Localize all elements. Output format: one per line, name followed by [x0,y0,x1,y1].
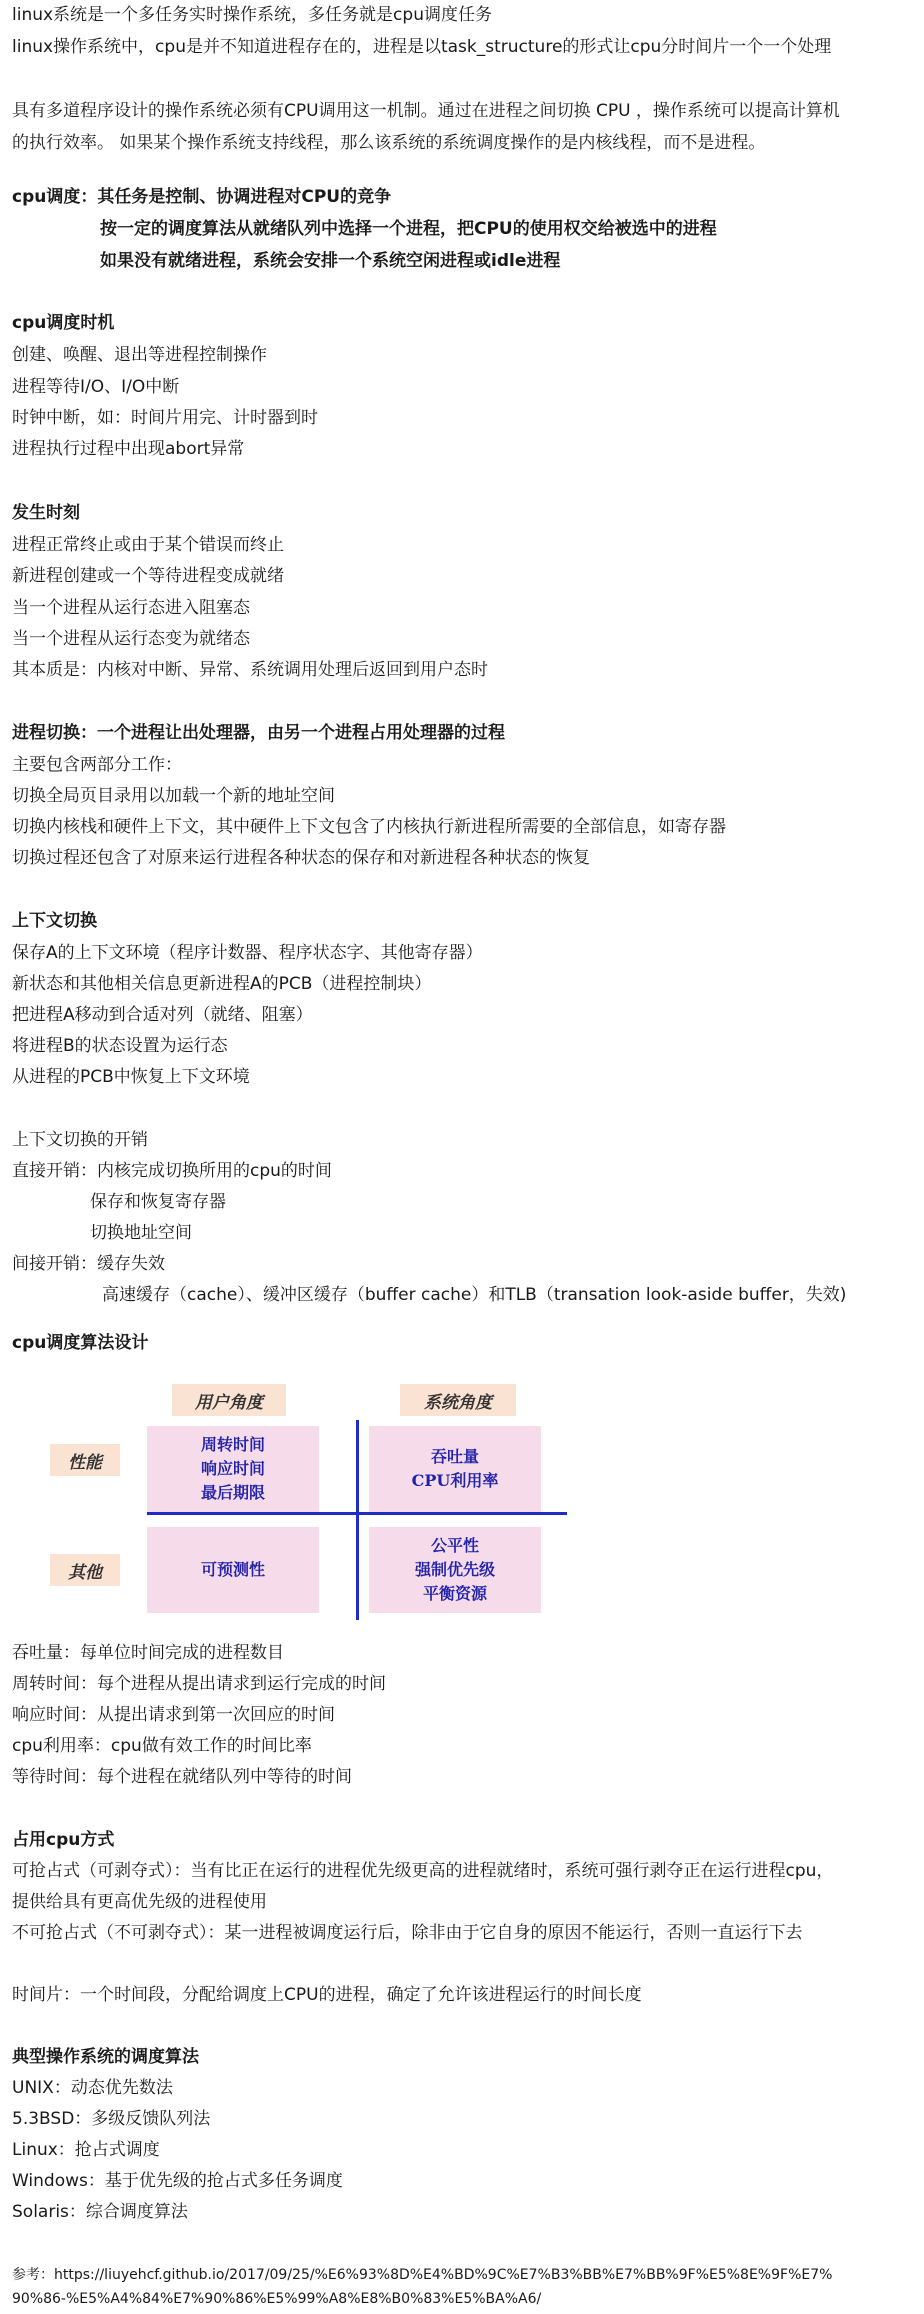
section-heading: cpu调度算法设计 [12,1333,149,1353]
section-heading: 进程切换：一个进程让出处理器，由另一个进程占用处理器的过程 [12,723,505,743]
text-line: 保存和恢复寄存器 [90,1192,226,1212]
section-heading: cpu调度：其任务是控制、协调进程对CPU的竞争 [12,187,392,207]
section-heading: 典型操作系统的调度算法 [12,2047,199,2067]
intro-line: linux系统是一个多任务实时操作系统，多任务就是cpu调度任务 [12,5,492,25]
list-item: 主要包含两部分工作： [12,755,182,775]
list-item: 周转时间：每个进程从提出请求到运行完成的时间 [12,1674,386,1694]
list-item: UNIX：动态优先数法 [12,2078,173,2098]
list-item: 5.3BSD：多级反馈队列法 [12,2109,211,2129]
reference-link[interactable]: 参考：https://liuyehcf.github.io/2017/09/25/%E6%93%8D%E4%BD%9C%E7%B3%BB%E7%BB%9F%E5%8E%9F%E7% [12,2267,833,2283]
text-line: 按一定的调度算法从就绪队列中选择一个进程，把CPU的使用权交给被选中的进程 [100,219,717,239]
list-item: 等待时间：每个进程在就绪队列中等待的时间 [12,1767,352,1787]
list-item: 当一个进程从运行态进入阻塞态 [12,598,250,618]
horizontal-divider [147,1512,567,1515]
text-line: 时间片：一个时间段，分配给调度上CPU的进程，确定了允许该进程运行的时间长度 [12,1985,642,2005]
row-label-performance: 性能 [50,1444,120,1476]
cell-other-user [147,1527,319,1613]
criterion: CPU利用率 [411,1471,499,1490]
criterion: 周转时间 [200,1435,265,1454]
list-item: 从进程的PCB中恢复上下文环境 [12,1067,250,1087]
criterion: 可预测性 [200,1560,265,1579]
row-label-other: 其他 [50,1554,120,1586]
column-header-system: 系统角度 [400,1384,516,1416]
list-item: 当一个进程从运行态变为就绪态 [12,629,250,649]
cell-other-system [369,1527,541,1613]
list-item: Windows：基于优先级的抢占式多任务调度 [12,2171,343,2191]
list-item: cpu利用率：cpu做有效工作的时间比率 [12,1736,312,1756]
list-item: 新状态和其他相关信息更新进程A的PCB（进程控制块） [12,974,432,994]
criterion: 强制优先级 [414,1560,495,1579]
cell-performance-user [147,1426,319,1512]
criterion: 吞吐量 [430,1447,479,1466]
vertical-divider [356,1420,359,1620]
text-line: 间接开销：缓存失效 [12,1254,165,1274]
section-heading: 发生时刻 [12,503,80,523]
list-item: Solaris：综合调度算法 [12,2202,188,2222]
scheduling-criteria-diagram [36,1384,576,1624]
list-item: Linux：抢占式调度 [12,2140,160,2160]
text-line: 如果没有就绪进程，系统会安排一个系统空闲进程或idle进程 [100,251,561,271]
list-item: 时钟中断，如：时间片用完、计时器到时 [12,408,318,428]
list-item: 其本质是：内核对中断、异常、系统调用处理后返回到用户态时 [12,660,488,680]
intro-line: 具有多道程序设计的操作系统必须有CPU调用这一机制。通过在进程之间切换 CPU ，操作系统可以提高计算机 [12,101,840,121]
criterion: 最后期限 [200,1483,265,1502]
text-line: 直接开销：内核完成切换所用的cpu的时间 [12,1161,332,1181]
section-heading: 占用cpu方式 [12,1830,115,1850]
list-item: 吞吐量：每单位时间完成的进程数目 [12,1643,284,1663]
reference-link[interactable]: 90%86-%E5%A4%84%E7%90%86%E5%99%A8%E8%B0%83%E5%BA%A6/ [12,2291,542,2307]
criterion: 平衡资源 [422,1584,487,1603]
list-item: 创建、唤醒、退出等进程控制操作 [12,345,267,365]
intro-line: linux操作系统中，cpu是并不知道进程存在的，进程是以task_structure的形式让cpu分时间片一个一个处理 [12,37,832,57]
list-item: 切换内核栈和硬件上下文，其中硬件上下文包含了内核执行新进程所需要的全部信息，如寄存器 [12,817,726,837]
list-item: 保存A的上下文环境（程序计数器、程序状态字、其他寄存器） [12,943,483,963]
list-item: 将进程B的状态设置为运行态 [12,1036,228,1056]
intro-line: 的执行效率。 如果某个操作系统支持线程，那么该系统的系统调度操作的是内核线程，而不是进程。 [12,133,766,153]
list-item: 进程正常终止或由于某个错误而终止 [12,535,284,555]
section-heading: 上下文切换 [12,911,97,931]
text-line: 提供给具有更高优先级的进程使用 [12,1892,267,1912]
cell-performance-system [369,1426,541,1512]
column-header-user: 用户角度 [172,1384,286,1416]
list-item: 把进程A移动到合适对列（就绪、阻塞） [12,1005,313,1025]
criterion: 公平性 [430,1536,479,1555]
list-item: 进程执行过程中出现abort异常 [12,439,245,459]
list-item: 新进程创建或一个等待进程变成就绪 [12,566,284,586]
list-item: 切换过程还包含了对原来运行进程各种状态的保存和对新进程各种状态的恢复 [12,848,590,868]
section-heading: 上下文切换的开销 [12,1130,148,1150]
text-line: 切换地址空间 [90,1223,192,1243]
list-item: 响应时间：从提出请求到第一次回应的时间 [12,1705,335,1725]
text-line: 不可抢占式（不可剥夺式）：某一进程被调度运行后，除非由于它自身的原因不能运行，否则一直运行下去 [12,1923,803,1943]
text-line: 可抢占式（可剥夺式）：当有比正在运行的进程优先级更高的进程就绪时，系统可强行剥夺正在运行进程cpu， [12,1861,834,1881]
section-heading: cpu调度时机 [12,313,115,333]
text-line: 高速缓存（cache）、缓冲区缓存（buffer cache）和TLB（transation look-aside buffer，失效) [102,1285,847,1305]
list-item: 切换全局页目录用以加载一个新的地址空间 [12,786,335,806]
list-item: 进程等待I/O、I/O中断 [12,377,180,397]
criterion: 响应时间 [200,1459,265,1478]
